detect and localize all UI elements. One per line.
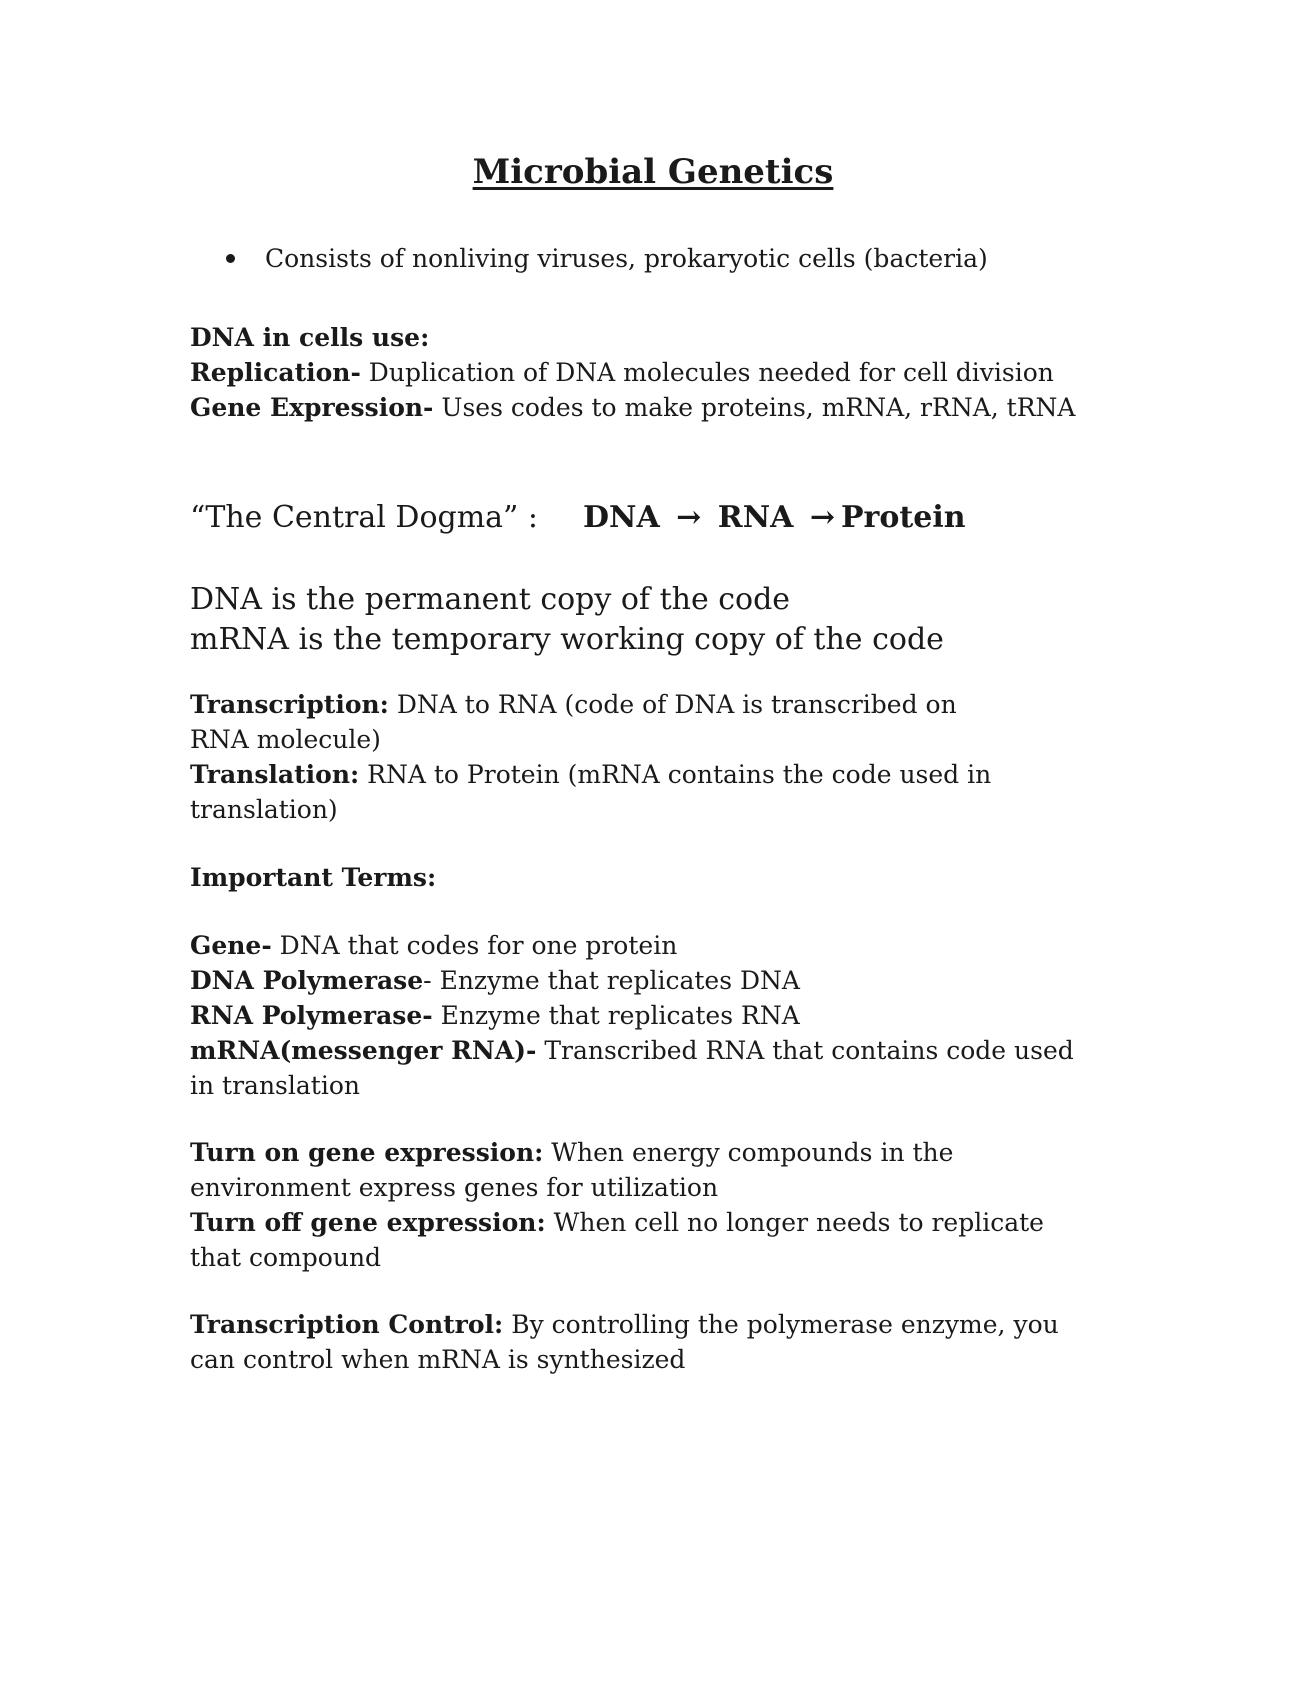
dna-copy-line: DNA is the permanent copy of the code <box>190 582 791 617</box>
turn-off-definition: When cell no longer needs to replicate that compound <box>190 1208 1044 1272</box>
turn-on-definition: When energy compounds in the environment express genes for utilization <box>190 1138 954 1202</box>
mrna-definition: Transcribed RNA that contains code used in translation <box>190 1036 1074 1100</box>
replication-term: Replication- <box>190 358 361 387</box>
transcription-control-section <box>190 1307 1110 1377</box>
processes-section <box>190 687 1020 827</box>
translation-term: Translation: <box>190 760 360 789</box>
transcription-control-line <box>190 1307 1110 1377</box>
page-title: Microbial Genetics <box>472 152 834 192</box>
copies-section <box>190 580 944 660</box>
translation-definition: RNA to Protein (mRNA contains the code used in translation) <box>190 760 992 824</box>
arrow-right-icon: → <box>809 500 835 535</box>
transcription-control-definition: By controlling the polymerase enzyme, you can control when mRNA is synthesized <box>190 1310 1059 1374</box>
gene-expression-section <box>190 1135 1090 1275</box>
mrna-line <box>190 1033 1090 1103</box>
important-terms-section <box>190 928 1090 1103</box>
central-dogma-label: “The Central Dogma” : <box>190 500 539 535</box>
important-terms-heading: Important Terms: <box>190 863 437 892</box>
transcription-line <box>190 687 1020 757</box>
dna-uses-heading: DNA in cells use: <box>190 323 430 352</box>
dna-polymerase-term: DNA Polymerase <box>190 966 424 995</box>
transcription-term: Transcription: <box>190 690 389 719</box>
gene-expression-line <box>190 390 1130 425</box>
rna-polymerase-term: RNA Polymerase- <box>190 1001 433 1030</box>
dna-polymerase-line <box>190 963 1090 998</box>
central-dogma-flow <box>583 500 966 535</box>
gene-definition: DNA that codes for one protein <box>271 931 678 960</box>
turn-off-term: Turn off gene expression: <box>190 1208 546 1237</box>
rna-polymerase-line <box>190 998 1090 1033</box>
mrna-copy-line: mRNA is the temporary working copy of the code <box>190 622 944 657</box>
important-terms-heading-block <box>190 860 1130 895</box>
bullet-text: Consists of nonliving viruses, prokaryotic cells (bacteria) <box>265 244 988 273</box>
gene-expression-definition: Uses codes to make proteins, mRNA, rRNA, tRNA <box>433 393 1076 422</box>
dogma-step-protein: Protein <box>841 500 966 535</box>
turn-off-line <box>190 1205 1090 1275</box>
rna-polymerase-definition: Enzyme that replicates RNA <box>432 1001 800 1030</box>
arrow-right-icon: → <box>676 500 702 535</box>
dogma-step-rna: RNA <box>717 500 794 535</box>
bullet-item <box>226 244 988 273</box>
replication-definition: Duplication of DNA molecules needed for cell division <box>360 358 1054 387</box>
replication-line <box>190 355 1130 390</box>
bullet-icon <box>226 254 235 263</box>
turn-on-line <box>190 1135 1090 1205</box>
transcription-control-term: Transcription Control: <box>190 1310 504 1339</box>
mrna-term: mRNA(messenger RNA)- <box>190 1036 537 1065</box>
gene-term: Gene- <box>190 931 272 960</box>
turn-on-term: Turn on gene expression: <box>190 1138 544 1167</box>
dogma-step-dna: DNA <box>583 500 660 535</box>
transcription-definition: DNA to RNA (code of DNA is transcribed on RNA molecule) <box>190 690 957 754</box>
gene-line <box>190 928 1090 963</box>
dna-uses-section <box>190 320 1130 425</box>
dna-polymerase-definition: - Enzyme that replicates DNA <box>423 966 800 995</box>
gene-expression-term: Gene Expression- <box>190 393 434 422</box>
translation-line <box>190 757 1020 827</box>
